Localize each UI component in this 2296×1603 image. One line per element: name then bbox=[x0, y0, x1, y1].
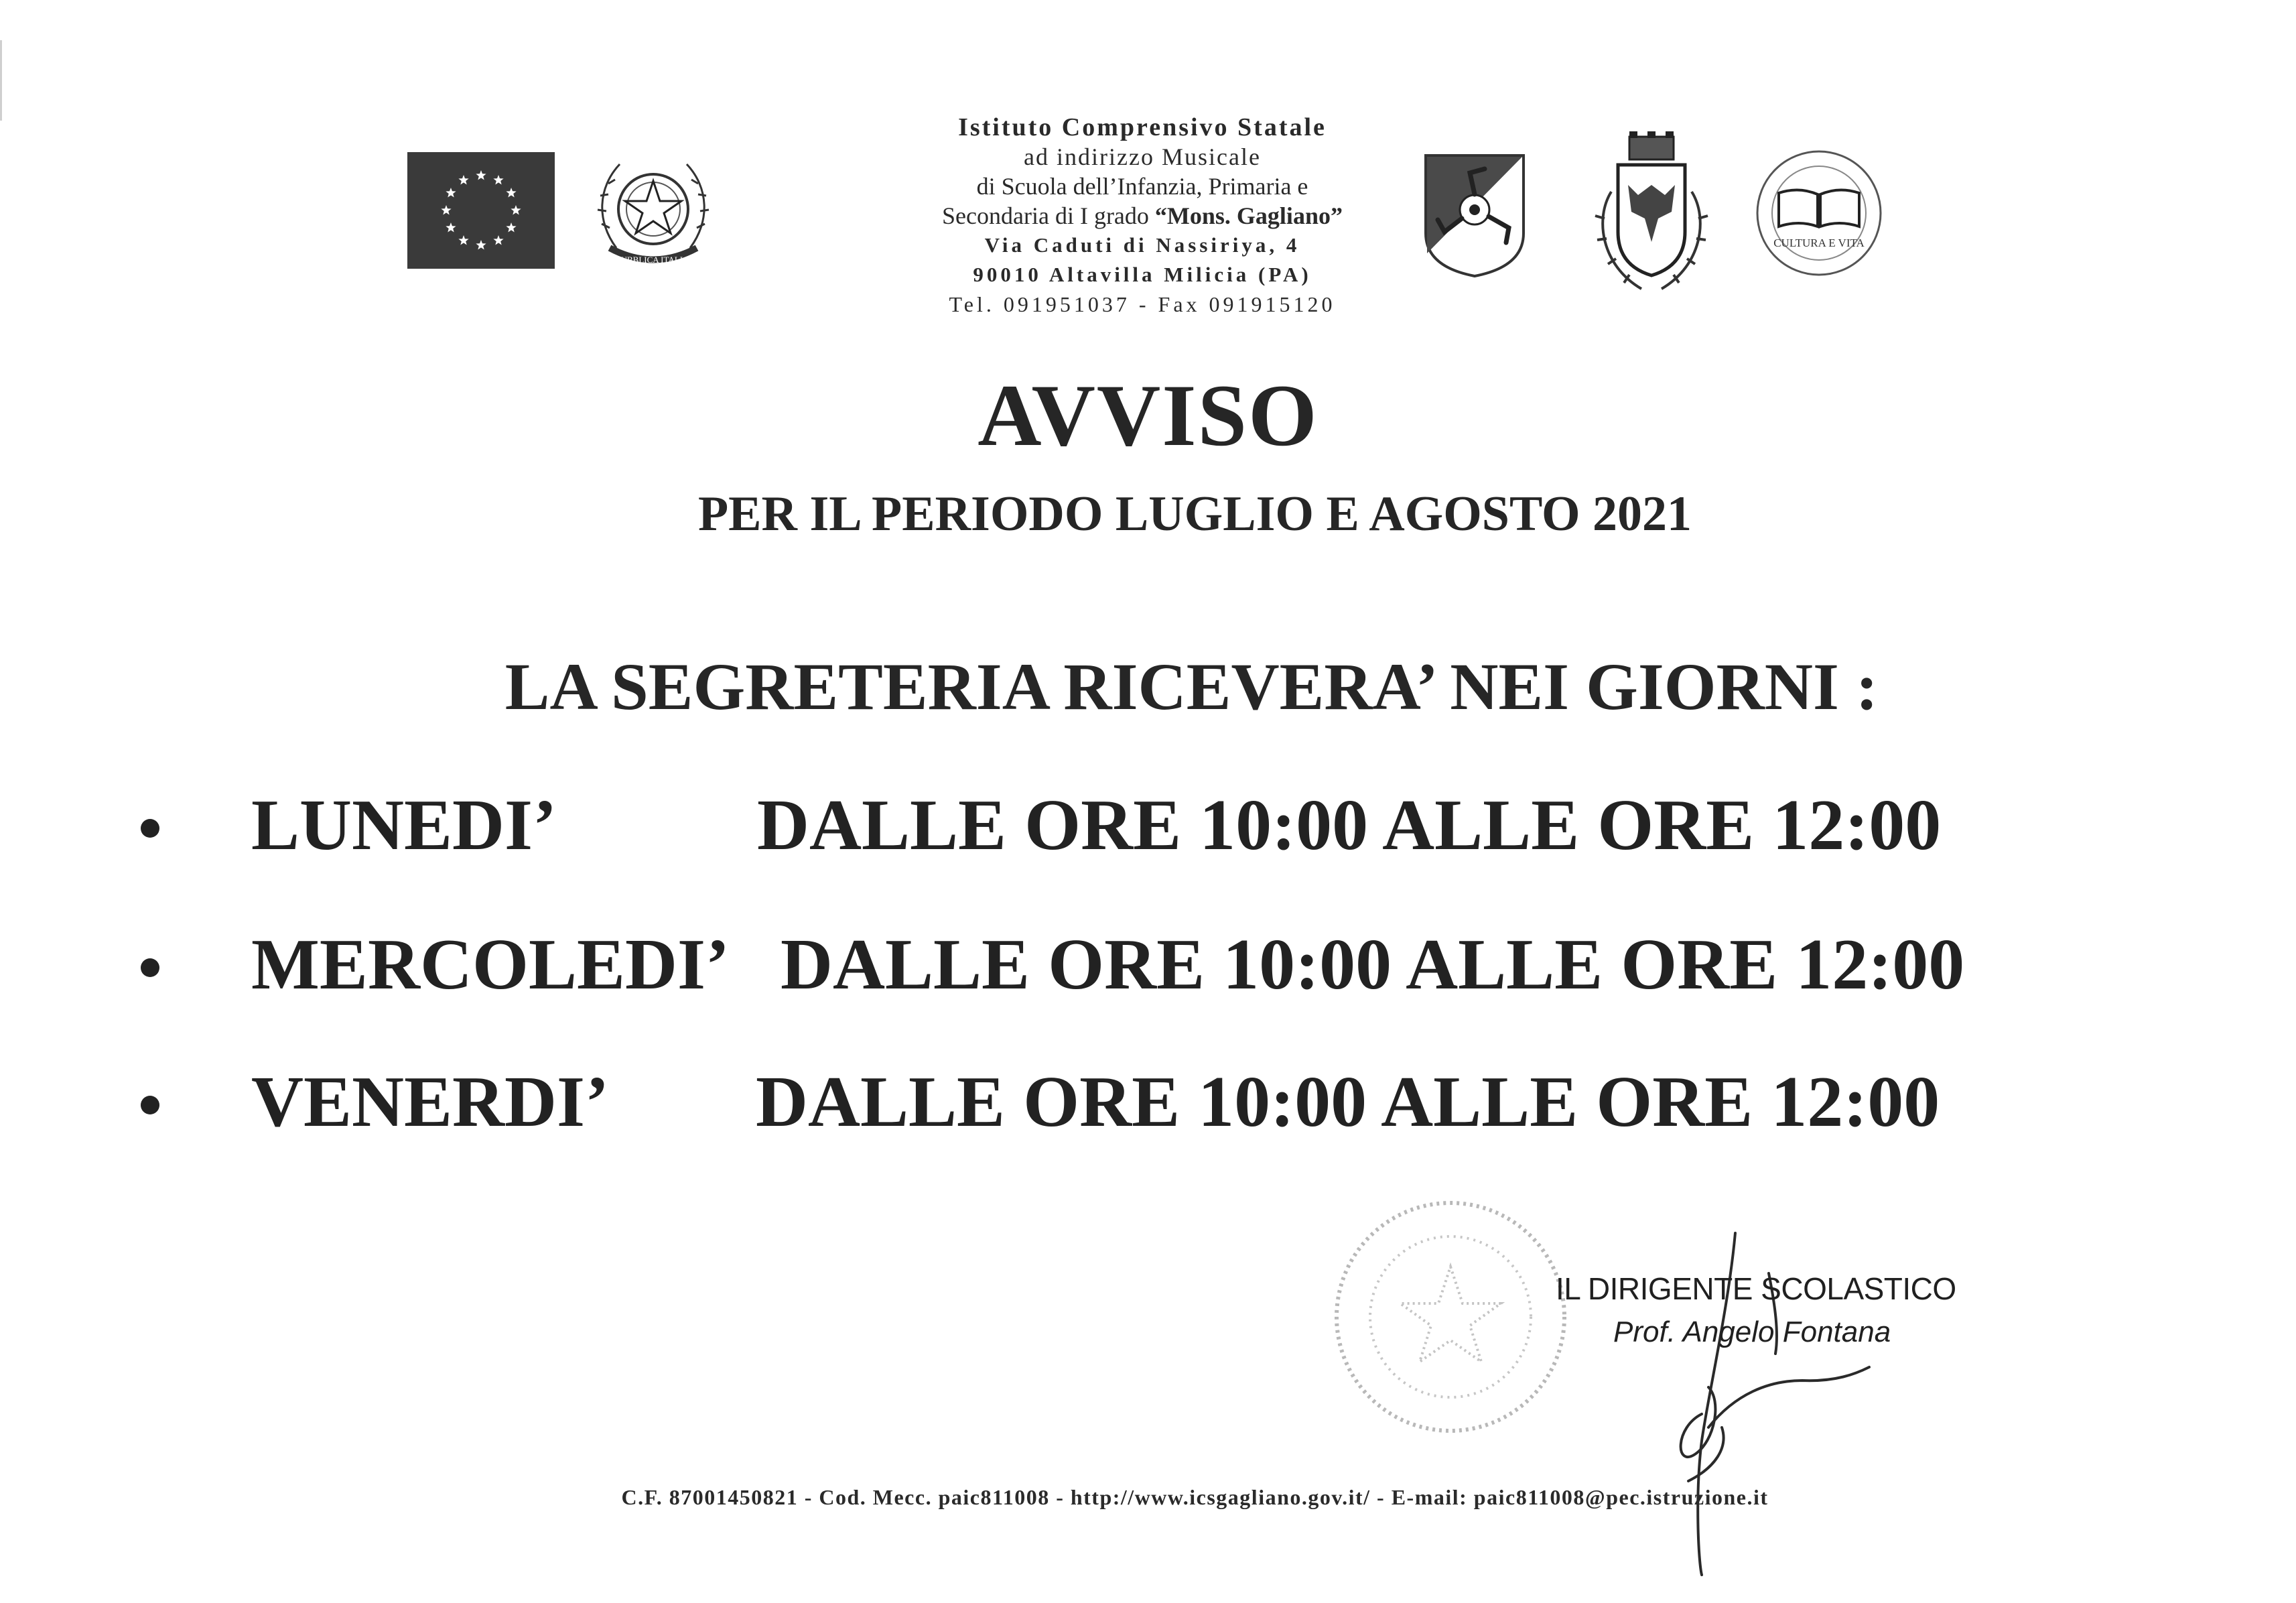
letterhead bbox=[710, 113, 1574, 319]
schedule-day: VENERDI’ bbox=[251, 1062, 610, 1142]
institute-subtitle: ad indirizzo Musicale bbox=[1024, 143, 1261, 170]
bullet-icon bbox=[141, 958, 159, 977]
official-stamp-icon bbox=[1330, 1193, 1571, 1441]
bullet-icon bbox=[141, 819, 159, 838]
institute-school-line-2 bbox=[710, 201, 1574, 231]
school-name: “Mons. Gagliano” bbox=[1154, 202, 1343, 229]
institute-name: Istituto Comprensivo Statale bbox=[958, 113, 1327, 141]
notice-period: PER IL PERIODO LUGLIO E AGOSTO 2021 bbox=[697, 487, 1692, 541]
schedule-day: MERCOLEDI’ bbox=[251, 925, 730, 1005]
school-logo-text: CULTURA E VITA bbox=[1773, 237, 1865, 249]
notice-title: AVVISO bbox=[977, 366, 1319, 464]
signatory-role: IL DIRIGENTE SCOLASTICO bbox=[1556, 1271, 1956, 1306]
italian-republic-emblem-icon bbox=[590, 147, 717, 275]
school-grade-text: Secondaria di I grado bbox=[942, 202, 1155, 229]
schedule-day: LUNEDI’ bbox=[251, 785, 557, 865]
town-coat-of-arms-icon bbox=[1588, 131, 1715, 299]
school-logo-icon bbox=[1752, 146, 1886, 280]
scan-edge-mark bbox=[0, 40, 2, 121]
eu-flag-icon bbox=[407, 152, 555, 269]
footer-contacts: C.F. 87001450821 - Cod. Mecc. paic811008 - http://www.icsgagliano.gov.it/ - E-mail: paic811008@pec.istruzione.it bbox=[621, 1485, 1769, 1509]
institute-city: 90010 Altavilla Milicia (PA) bbox=[973, 263, 1312, 286]
institute-phone: Tel. 091951037 - Fax 091915120 bbox=[949, 292, 1336, 316]
schedule-hours: DALLE ORE 10:00 ALLE ORE 12:00 bbox=[756, 1062, 1940, 1142]
institute-school-line-1: di Scuola dell’Infanzia, Primaria e bbox=[976, 173, 1308, 200]
schedule-hours: DALLE ORE 10:00 ALLE ORE 12:00 bbox=[757, 785, 1942, 865]
signatory-name: Prof. Angelo Fontana bbox=[1613, 1316, 1891, 1348]
bullet-icon bbox=[141, 1096, 159, 1114]
emblem-italy-text: REPUBBLICA ITALIANA bbox=[604, 255, 702, 265]
schedule-hours: DALLE ORE 10:00 ALLE ORE 12:00 bbox=[781, 925, 1965, 1005]
institute-address: Via Caduti di Nassiriya, 4 bbox=[984, 233, 1300, 257]
notice-intro: LA SEGRETERIA RICEVERA’ NEI GIORNI : bbox=[504, 649, 1879, 724]
